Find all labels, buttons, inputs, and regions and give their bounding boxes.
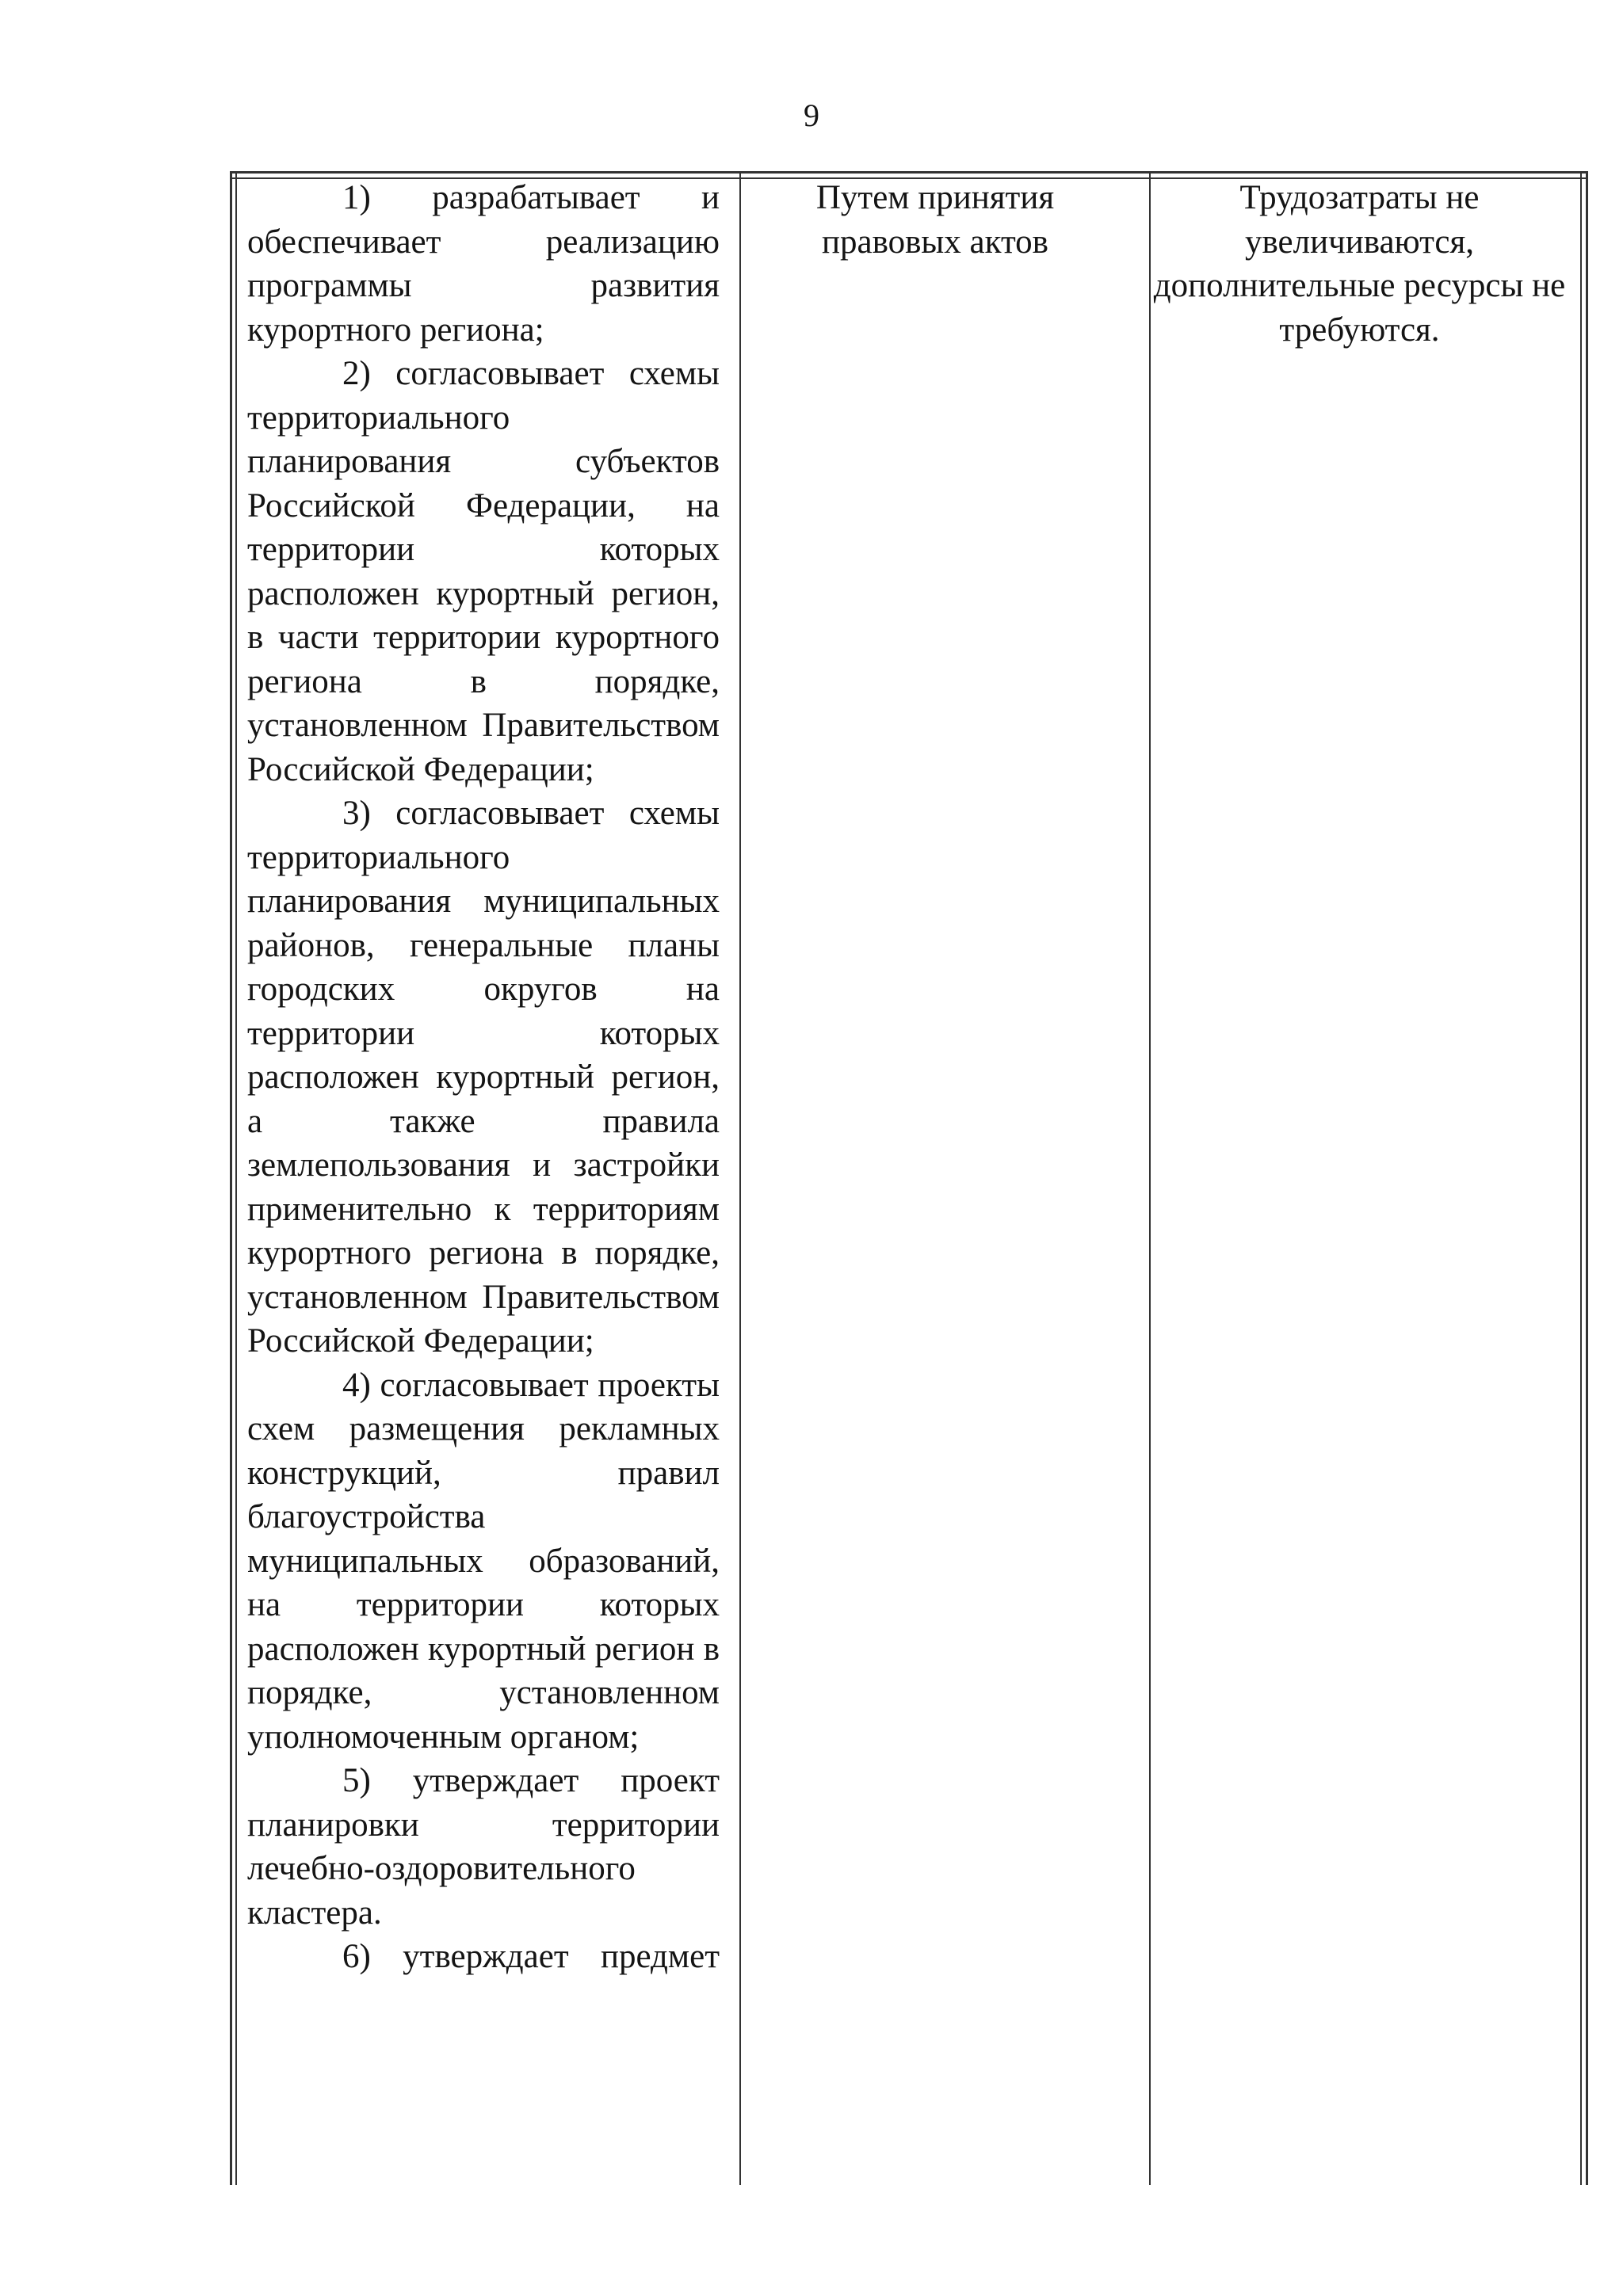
- table-left-border: [230, 171, 232, 2185]
- powers-item: 4) согласовывает проекты схем размещения рекламных конструкций, правил благоустройства муниципальных образований, на территории которых расположен курортный регион в порядке, установленном уполномоченным органом;: [247, 1366, 720, 1756]
- table-right-border: [1580, 171, 1582, 2185]
- powers-item: 5) утверждает проект планировки территории лечебно-оздоровительного кластера.: [247, 1762, 720, 1932]
- powers-item: 1) разрабатывает и обеспечивает реализацию программы развития курортного региона;: [247, 179, 720, 349]
- column-divider-1: [739, 171, 741, 2185]
- table-top-border: [230, 171, 1588, 174]
- cell-powers-text: [247, 176, 720, 1979]
- page-number: 9: [804, 97, 819, 133]
- table-right-border-outer: [1586, 171, 1588, 2185]
- column-divider-2: [1149, 171, 1151, 2185]
- table-left-border-inner: [235, 171, 237, 2185]
- cell-method-text: Путем принятия правовых актов: [815, 179, 1055, 261]
- powers-item: 2) согласовывает схемы территориального планирования субъектов Российской Федерации, на территории которых расположен курортный регион, в части территории курортного региона в порядке, установленном Правительством Российской Федерации;: [247, 355, 720, 788]
- powers-item: 3) согласовывает схемы территориального планирования муниципальных районов, генеральные планы городских округов на территории которых расположен курортный регион, а также правила землепользования и застройки применительно к территориям курортного региона в порядке, установленном Правительством Российской Федерации;: [247, 795, 720, 1360]
- cell-costs-text: Трудозатраты не увеличиваются, дополнительные ресурсы не требуются.: [1153, 179, 1566, 349]
- powers-item-continued: 6) утверждает предмет: [342, 1938, 720, 1975]
